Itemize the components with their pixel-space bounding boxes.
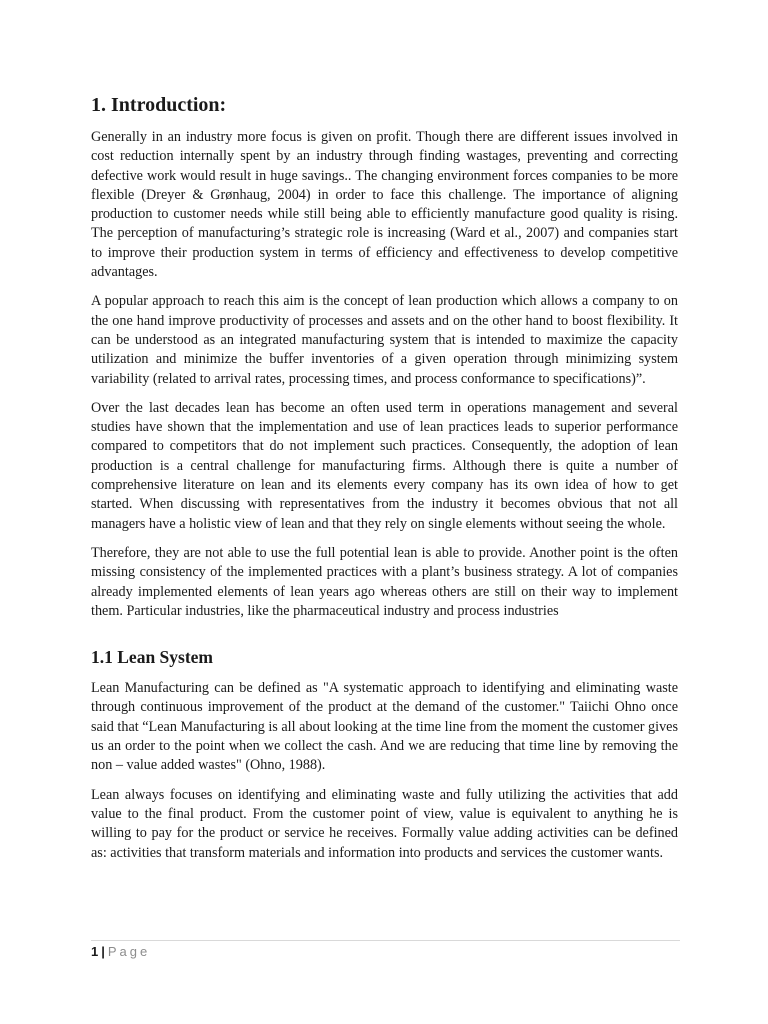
section-heading: 1. Introduction: xyxy=(91,94,227,116)
page-label: Page xyxy=(107,944,151,959)
lean-paragraph: Lean Manufacturing can be defined as "A systematic approach to identifying and eliminating waste through continuous improvement of the product at the demand of the customer." Taiichi Ohno once said that “Lean Manufacturing is all about looking at the time line from the moment the customer gives us an order to the point when we collect the cash. And we are reducing that time line by removing the non – value added wastes" (Ohno, 1988). xyxy=(91,680,678,774)
page-footer xyxy=(91,940,680,959)
document-body xyxy=(91,92,678,873)
intro-paragraph: Generally in an industry more focus is given on profit. Though there are different issues involved in cost reduction internally spent by an industry through finding wastages, preventing and correcting defective work would result in huge savings.. The changing environment forces companies to be more flexible (Dreyer & Grønhaug, 2004) in order to face this challenge. The importance of aligning production to customer needs while still being able to efficiently manufacture good quality is rising. The perception of manufacturing’s strategic role is increasing (Ward et al., 2007) and companies start to improve their production system in terms of efficiency and effectiveness to develop competitive advantages. xyxy=(91,129,678,281)
intro-paragraph: Therefore, they are not able to use the full potential lean is able to provide. Another point is the often missing consistency of the implemented practices with a plant’s business strategy. A lot of companies already implemented elements of lean years ago whereas others are still on their way to implement them. Particular industries, like the pharmaceutical industry and process industries xyxy=(91,544,678,619)
intro-paragraph: Over the last decades lean has become an often used term in operations management and several studies have shown that the implementation and use of lean practices leads to superior performance compared to competitors that do not implement such practices. Consequently, the adoption of lean production is a central challenge for manufacturing firms. Although there is quite a number of comprehensive literature on lean and its elements every company has its own idea of how to get started. When discussing with representatives from the industry it becomes obvious that not all managers have a holistic view of lean and that they rely on single elements without seeing the whole. xyxy=(91,399,678,532)
footer-separator: | xyxy=(101,944,105,959)
lean-paragraph: Lean always focuses on identifying and eliminating waste and fully utilizing the activities that add value to the final product. From the customer point of view, value is equivalent to anything he is willing to pay for the product or service he receives. Formally value adding activities can be defined as: activities that transform materials and information into products and services the customer wants. xyxy=(91,786,678,861)
page-number: 1 xyxy=(91,944,99,959)
intro-paragraph: A popular approach to reach this aim is the concept of lean production which allows a company to on the one hand improve productivity of processes and assets and on the other hand to boost flexibility. It can be understood as an integrated manufacturing system that is intended to maximize the capacity utilization and minimize the buffer inventories of a given operation through minimizing system variability (related to arrival rates, processing times, and process conformance to specifications)”. xyxy=(91,293,678,387)
subsection-heading: 1.1 Lean System xyxy=(91,647,214,668)
